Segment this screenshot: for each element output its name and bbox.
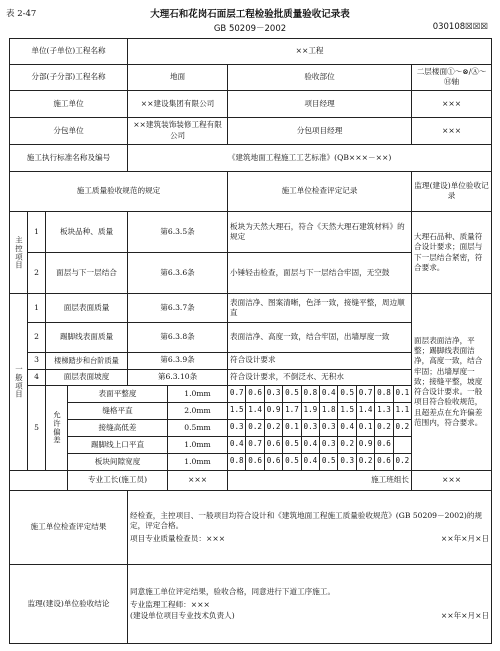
team-leader-value: ××× [412,470,492,490]
general-item-name: 踢脚线表面质量 [46,323,128,352]
foreman-label: 专业工长(施工员) [68,470,168,490]
measurement-value: 0.5 [282,454,300,470]
acceptance-record-table [9,38,492,644]
contractor-result-row [10,490,492,564]
deviation-measurements [228,403,412,420]
general-item-no: 3 [28,352,46,369]
measurement-value: 0.6 [245,386,263,402]
deviation-tolerance: 1.0mm [168,453,228,470]
measurement-value: 0.4 [229,438,244,448]
supervisor-result-row [10,565,492,644]
sub-project-manager-value: ××× [412,117,492,144]
measurement-value: 0.1 [393,386,411,402]
part-project-label: 分部(子分部)工程名称 [10,64,128,90]
general-item-clause: 第6.3.10条 [128,369,228,386]
measurement-value: 0.9 [264,403,282,419]
table-number: 表 2-47 [6,9,37,19]
measurement-value: 0.6 [245,454,263,470]
subcontractor-value: ××建筑装饰装修工程有限公司 [128,117,228,144]
supervisor-result-label: 监理(建设)单位验收结论 [10,565,128,644]
deviation-item: 接缝高低差 [68,420,168,437]
measurement-value: 0.5 [319,454,337,470]
accept-part-label: 验收部位 [228,64,412,90]
measurement-value: 0.3 [319,420,337,436]
part-row [10,64,492,90]
general-item-record: 符合设计要求 [228,352,412,369]
subcontractor-row [10,117,492,144]
owner-technical-lead-sign: (建设单位项目专业技术负责人) [130,610,235,620]
spec-header: 施工质量验收规范的规定 [10,171,228,211]
supervisor-check-header: 监理(建设)单位验收记录 [412,171,492,211]
main-item-name: 面层与下一层结合 [46,252,128,294]
measurement-value: 0.5 [337,386,355,402]
accept-part-value: 二层楼面①～⊗/Ⓐ～Ⓗ轴 [412,64,492,90]
measurement-value [393,437,411,453]
contractor-check-header: 施工单位检查评定记录 [228,171,412,211]
measurement-value: 0.6 [374,437,392,453]
measurement-value: 0.3 [337,454,355,470]
main-item-clause: 第6.3.5条 [128,212,228,252]
general-item-clause: 第6.3.8条 [128,323,228,352]
general-item-no: 4 [28,369,46,386]
general-item-no: 1 [28,294,46,323]
deviation-tolerance: 1.0mm [168,436,228,453]
project-manager-label: 项目经理 [228,90,412,117]
project-manager-value: ××× [412,90,492,117]
general-item-name: 面层表面坡度 [46,369,128,386]
supervisor-result-text: 同意施工单位评定结果，验收合格，同意进行下道工序施工。 [130,587,336,597]
measurement-value: 1.5 [229,405,244,415]
main-item-no: 1 [28,212,46,252]
general-item-row [10,294,492,323]
team-leader-label: 施工班组长 [228,470,412,490]
measurement-value: 0.2 [337,437,355,453]
measurement-value: 0.4 [337,420,355,436]
measurement-value: 0.1 [282,420,300,436]
deviation-item: 表面平整度 [68,386,168,403]
deviation-tolerance: 2.0mm [168,403,228,420]
measurement-value: 1.8 [319,403,337,419]
measurement-value: 0.3 [319,437,337,453]
measurement-value: 0.2 [356,454,374,470]
main-item-clause: 第6.3.6条 [128,252,228,294]
deviation-item: 板块间隙宽度 [68,453,168,470]
measurement-value: 0.4 [301,454,319,470]
deviation-tolerance: 1.0mm [168,386,228,403]
measurement-value: 0.2 [393,420,411,436]
foreman-value: ××× [168,470,228,490]
general-item-record: 符合设计要求，不倒泛水、无积水 [228,369,412,386]
main-item-record: 板块为天然大理石，符合《天然大理石建筑材料》的规定 [228,212,412,252]
measurement-value: 0.8 [374,386,392,402]
measurement-value: 0.5 [282,437,300,453]
measurement-value: 0.6 [264,437,282,453]
contractor-value: ××建设集团有限公司 [128,90,228,117]
deviation-tolerance: 0.5mm [168,420,228,437]
unit-project-value: ××工程 [128,39,492,65]
measurement-value: 0.8 [229,455,244,465]
supervisor-engineer-sign: 专业监理工程师：××× [130,600,210,610]
project-row [10,39,492,65]
deviation-label: 允许偏差 [46,386,68,470]
deviation-measurements [228,453,412,470]
standard-row [10,144,492,171]
general-item-record: 表面洁净、图案清晰，色泽一致，接缝平整，周边顺直 [228,294,412,323]
measurement-value: 0.8 [301,386,319,402]
subcontractor-label: 分包单位 [10,117,128,144]
contractor-row [10,90,492,117]
main-item-name: 板块品种、质量 [46,212,128,252]
measurement-value: 0.6 [374,454,392,470]
deviation-measurements [228,420,412,437]
measurement-value: 1.3 [374,403,392,419]
contractor-result-text: 经检查，主控项目、一般项目均符合设计和《建筑地面工程施工质量验收规范》(GB 50209－2002)的规定，评定合格。 [130,510,483,530]
standard-number: GB 50209－2002 [213,24,287,34]
standard-value: 《建筑地面工程施工工艺标准》(QB×××－××) [128,144,492,171]
main-item-no: 2 [28,252,46,294]
general-item-clause: 第6.3.7条 [128,294,228,323]
measurement-value: 0.7 [229,388,244,398]
foreman-row [10,470,492,490]
contractor-result-date: ××年×月×日 [440,534,490,544]
deviation-measurements [228,436,412,453]
main-item-row [10,212,492,252]
general-item-name: 楼梯踏步和台阶质量 [46,352,128,369]
measurement-value: 1.4 [356,403,374,419]
measurement-value: 0.2 [245,420,263,436]
quality-inspector-sign: 项目专业质量检查员：××× [130,534,226,544]
measurement-value: 0.4 [301,437,319,453]
measurement-value: 1.4 [245,403,263,419]
deviation-no: 5 [28,386,46,470]
contractor-result-label: 施工单位检查评定结果 [10,490,128,564]
measurement-value: 0.9 [356,437,374,453]
column-header-row [10,171,492,211]
measurement-value: 0.3 [229,422,244,432]
contractor-label: 施工单位 [10,90,128,117]
part-project-value: 地面 [128,64,228,90]
form-title: 大理石和花岗石面层工程检验批质量验收记录表 [150,9,350,20]
sub-project-manager-label: 分包项目经理 [228,117,412,144]
general-item-name: 面层表面质量 [46,294,128,323]
measurement-value: 0.2 [264,420,282,436]
measurement-value: 0.6 [264,454,282,470]
general-item-no: 2 [28,323,46,352]
unit-project-label: 单位(子单位)工程名称 [10,39,128,65]
deviation-item: 踢脚线上口平直 [68,436,168,453]
measurement-value: 0.1 [356,420,374,436]
measurement-value: 0.7 [356,386,374,402]
general-items-label: 一般项目 [10,294,28,470]
measurement-value: 1.9 [301,403,319,419]
measurement-value: 0.7 [245,437,263,453]
supervisor-result-date: ××年×月×日 [440,610,490,620]
measurement-value: 0.3 [264,386,282,402]
general-item-record: 表面洁净、高度一致，结合牢固，出墙厚度一致 [228,323,412,352]
measurement-value: 0.5 [282,386,300,402]
measurement-value: 0.2 [393,454,411,470]
main-item-record: 小锤轻击检查，面层与下一层结合牢固，无空鼓 [228,252,412,294]
standard-label: 施工执行标准名称及编号 [10,144,128,171]
measurement-value: 1.7 [282,403,300,419]
record-code: 030108☒☒☒ [432,22,488,32]
general-item-clause: 第6.3.9条 [128,352,228,369]
measurement-value: 1.5 [337,403,355,419]
main-items-label: 主控项目 [10,212,28,294]
measurement-value: 0.4 [319,386,337,402]
general-items-supervisor-record: 面层表面洁净，平整；踢脚线表面洁净，高度一致，结合牢固；出墙厚度一致；接缝平整，坡度符合设计要求。一般项目符合验收规范，且超差点在允许偏差范围内，符合要求。 [412,294,492,470]
deviation-item: 缝格平直 [68,403,168,420]
measurement-value: 0.3 [301,420,319,436]
measurement-value: 1.1 [393,403,411,419]
main-items-supervisor-record: 大理石品种、质量符合设计要求；面层与下一层结合紧密，符合要求。 [412,212,492,294]
deviation-measurements [228,386,412,403]
measurement-value: 0.2 [374,420,392,436]
